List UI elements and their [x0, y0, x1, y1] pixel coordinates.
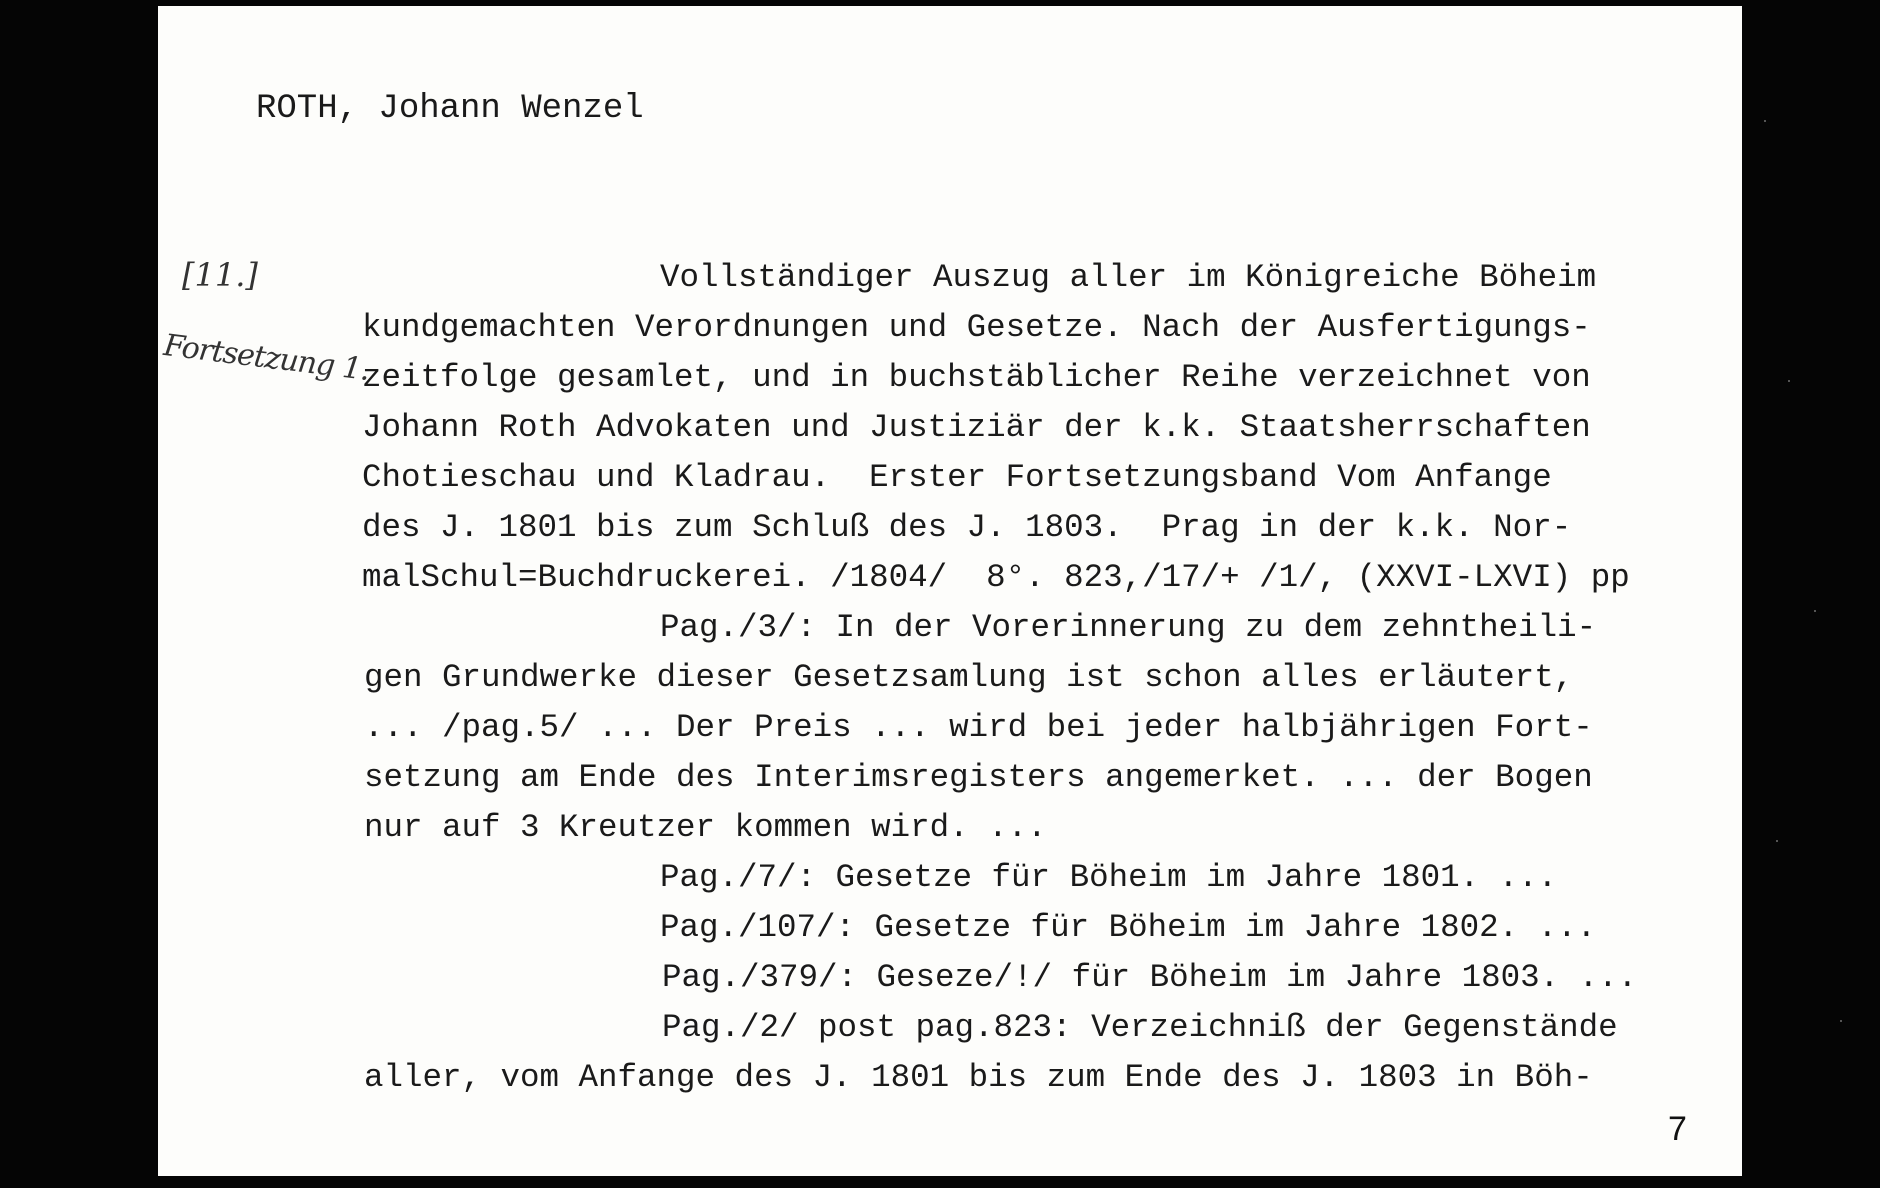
- scan-speck: [1764, 120, 1766, 122]
- text-line-4: Johann Roth Advokaten und Justiziär der k.k. Staatsherrschaften: [362, 409, 1591, 446]
- text-line-11: setzung am Ende des Interimsregisters angemerket. ... der Bogen: [364, 759, 1593, 796]
- page-number: 7: [1668, 1110, 1687, 1148]
- text-line-1: Vollständiger Auszug aller im Königreiche Böheim: [660, 259, 1597, 296]
- text-line-15: Pag./379/: Geseze/!/ für Böheim im Jahre 1803. ...: [662, 959, 1638, 996]
- text-line-14: Pag./107/: Gesetze für Böheim im Jahre 1802. ...: [660, 909, 1597, 946]
- text-line-7: malSchul=Buchdruckerei. /1804/ 8°. 823,/17/+ /1/, (XXVI-LXVI) pp: [362, 559, 1630, 596]
- text-line-17: aller, vom Anfange des J. 1801 bis zum Ende des J. 1803 in Böh-: [364, 1059, 1593, 1096]
- text-line-10: ... /pag.5/ ... Der Preis ... wird bei jeder halbjährigen Fort-: [364, 709, 1593, 746]
- scan-speck: [1776, 840, 1778, 842]
- margin-note-fortsetzung: Fortsetzung 1.: [161, 328, 372, 388]
- text-line-8: Pag./3/: In der Vorerinnerung zu dem zehntheili-: [660, 609, 1597, 646]
- card-heading: ROTH, Johann Wenzel: [256, 90, 644, 128]
- text-line-2: kundgemachten Verordnungen und Gesetze. Nach der Ausfertigungs-: [362, 309, 1591, 346]
- scan-edge: [1744, 0, 1880, 1188]
- text-line-16: Pag./2/ post pag.823: Verzeichniß der Gegenstände: [662, 1009, 1618, 1046]
- scan-speck: [1814, 610, 1816, 612]
- index-card: [158, 6, 1742, 1176]
- text-line-3: zeitfolge gesamlet, und in buchstäblicher Reihe verzeichnet von: [362, 359, 1591, 396]
- scan-speck: [1788, 380, 1790, 382]
- scan-speck: [1840, 1020, 1842, 1022]
- margin-note-number: [11.]: [182, 256, 258, 294]
- text-line-13: Pag./7/: Gesetze für Böheim im Jahre 1801. ...: [660, 859, 1558, 896]
- text-line-5: Chotieschau und Kladrau. Erster Fortsetzungsband Vom Anfange: [362, 459, 1552, 496]
- text-line-9: gen Grundwerke dieser Gesetzsamlung ist schon alles erläutert,: [364, 659, 1574, 696]
- text-line-12: nur auf 3 Kreutzer kommen wird. ...: [364, 809, 1047, 846]
- text-line-6: des J. 1801 bis zum Schluß des J. 1803. Prag in der k.k. Nor-: [362, 509, 1572, 546]
